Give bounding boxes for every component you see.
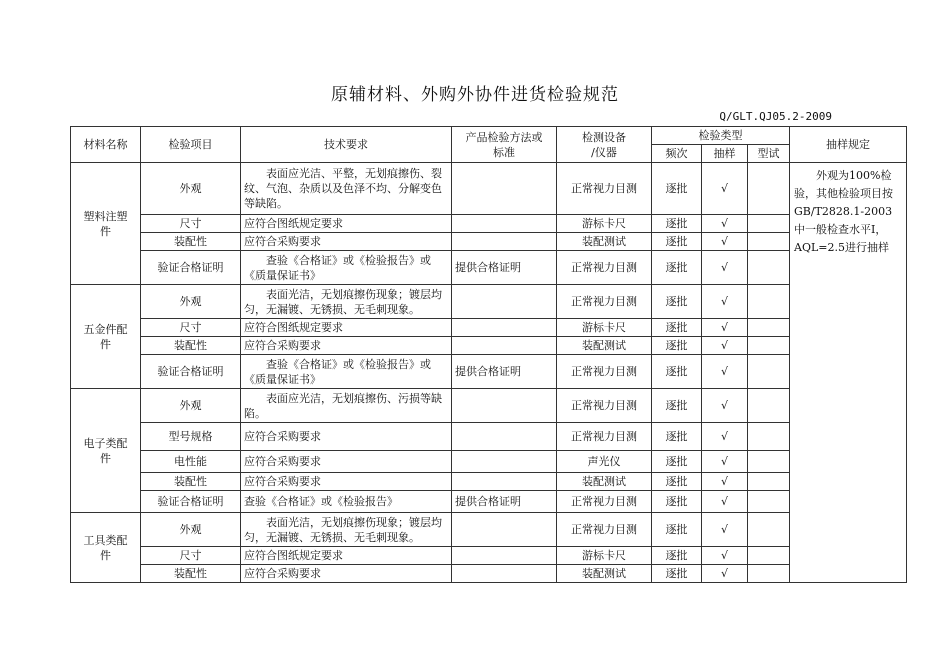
table-row bbox=[71, 215, 907, 233]
inspection-item-cell: 尺寸 bbox=[141, 547, 241, 565]
type-test-cell bbox=[748, 491, 790, 513]
requirement-cell: 应符合采购要求 bbox=[241, 337, 452, 355]
requirement-cell: 应符合采购要求 bbox=[241, 233, 452, 251]
method-cell bbox=[452, 215, 557, 233]
inspection-item-cell: 型号规格 bbox=[141, 423, 241, 451]
inspection-spec-table bbox=[70, 126, 907, 583]
equipment-cell: 正常视力目测 bbox=[557, 513, 652, 547]
table-row bbox=[71, 163, 907, 215]
inspection-item-cell: 外观 bbox=[141, 163, 241, 215]
frequency-cell: 逐批 bbox=[652, 389, 702, 423]
header-frequency: 频次 bbox=[652, 145, 702, 163]
inspection-item-cell: 验证合格证明 bbox=[141, 355, 241, 389]
requirement-cell: 查验《合格证》或《检验报告》或《质量保证书》 bbox=[241, 355, 452, 389]
inspection-item-cell: 尺寸 bbox=[141, 215, 241, 233]
table-row bbox=[71, 251, 907, 285]
requirement-cell: 查验《合格证》或《检验报告》 bbox=[241, 491, 452, 513]
requirement-cell: 查验《合格证》或《检验报告》或《质量保证书》 bbox=[241, 251, 452, 285]
method-cell: 提供合格证明 bbox=[452, 491, 557, 513]
frequency-cell: 逐批 bbox=[652, 337, 702, 355]
frequency-cell: 逐批 bbox=[652, 251, 702, 285]
inspection-item-cell: 验证合格证明 bbox=[141, 251, 241, 285]
sampling-check-cell: √ bbox=[702, 423, 748, 451]
type-test-cell bbox=[748, 337, 790, 355]
equipment-cell: 装配测试 bbox=[557, 473, 652, 491]
type-test-cell bbox=[748, 565, 790, 583]
sampling-check-cell: √ bbox=[702, 319, 748, 337]
method-cell bbox=[452, 337, 557, 355]
sampling-check-cell: √ bbox=[702, 513, 748, 547]
equipment-cell: 正常视力目测 bbox=[557, 491, 652, 513]
inspection-item-cell: 验证合格证明 bbox=[141, 491, 241, 513]
method-cell bbox=[452, 285, 557, 319]
inspection-item-cell: 尺寸 bbox=[141, 319, 241, 337]
header-inspection-type: 检验类型 bbox=[652, 127, 790, 145]
frequency-cell: 逐批 bbox=[652, 547, 702, 565]
material-name-cell: 塑料注塑件 bbox=[71, 163, 141, 285]
header-sampling: 抽样 bbox=[702, 145, 748, 163]
equipment-cell: 游标卡尺 bbox=[557, 215, 652, 233]
table-row bbox=[71, 355, 907, 389]
requirement-cell: 表面光洁，无划痕擦伤现象；镀层均匀，无漏镀、无锈损、无毛刺现象。 bbox=[241, 513, 452, 547]
requirement-cell: 表面应光洁、平整，无划痕擦伤、裂纹、气泡、杂质以及色泽不均、分解变色等缺陷。 bbox=[241, 163, 452, 215]
frequency-cell: 逐批 bbox=[652, 163, 702, 215]
method-cell: 提供合格证明 bbox=[452, 355, 557, 389]
frequency-cell: 逐批 bbox=[652, 491, 702, 513]
type-test-cell bbox=[748, 423, 790, 451]
sampling-check-cell: √ bbox=[702, 163, 748, 215]
type-test-cell bbox=[748, 163, 790, 215]
table-row bbox=[71, 491, 907, 513]
method-cell bbox=[452, 513, 557, 547]
equipment-cell: 游标卡尺 bbox=[557, 547, 652, 565]
requirement-cell: 应符合图纸规定要求 bbox=[241, 215, 452, 233]
inspection-item-cell: 装配性 bbox=[141, 337, 241, 355]
method-cell bbox=[452, 423, 557, 451]
material-name-cell: 五金件配件 bbox=[71, 285, 141, 389]
table-row bbox=[71, 451, 907, 473]
equipment-cell: 正常视力目测 bbox=[557, 355, 652, 389]
header-type-test: 型试 bbox=[748, 145, 790, 163]
table-body bbox=[71, 163, 907, 583]
method-cell bbox=[452, 451, 557, 473]
requirement-cell: 应符合采购要求 bbox=[241, 473, 452, 491]
table-row bbox=[71, 513, 907, 547]
sampling-check-cell: √ bbox=[702, 547, 748, 565]
material-name-cell: 工具类配件 bbox=[71, 513, 141, 583]
table-row bbox=[71, 547, 907, 565]
method-cell bbox=[452, 233, 557, 251]
header-material: 材料名称 bbox=[71, 127, 141, 163]
method-cell bbox=[452, 389, 557, 423]
equipment-cell: 正常视力目测 bbox=[557, 251, 652, 285]
material-name-cell: 电子类配件 bbox=[71, 389, 141, 513]
equipment-cell: 装配测试 bbox=[557, 565, 652, 583]
type-test-cell bbox=[748, 513, 790, 547]
requirement-cell: 表面应光洁，无划痕擦伤、污损等缺陷。 bbox=[241, 389, 452, 423]
table-row bbox=[71, 423, 907, 451]
equipment-cell: 正常视力目测 bbox=[557, 389, 652, 423]
type-test-cell bbox=[748, 451, 790, 473]
type-test-cell bbox=[748, 473, 790, 491]
sampling-rule-cell: 外观为100%检验，其他检验项目按 GB/T2828.1-2003中一般检查水平Ⅰ，AQL=2.5进行抽样 bbox=[790, 163, 907, 583]
method-cell bbox=[452, 473, 557, 491]
type-test-cell bbox=[748, 215, 790, 233]
table-row bbox=[71, 285, 907, 319]
header-method: 产品检验方法或标准 bbox=[452, 127, 557, 163]
inspection-item-cell: 装配性 bbox=[141, 473, 241, 491]
requirement-cell: 应符合采购要求 bbox=[241, 565, 452, 583]
header-sampling-rule: 抽样规定 bbox=[790, 127, 907, 163]
method-cell bbox=[452, 163, 557, 215]
equipment-cell: 游标卡尺 bbox=[557, 319, 652, 337]
frequency-cell: 逐批 bbox=[652, 319, 702, 337]
sampling-check-cell: √ bbox=[702, 233, 748, 251]
sampling-check-cell: √ bbox=[702, 473, 748, 491]
frequency-cell: 逐批 bbox=[652, 451, 702, 473]
equipment-cell: 声光仪 bbox=[557, 451, 652, 473]
table-row bbox=[71, 473, 907, 491]
document-code: Q/GLT.QJ05.2-2009 bbox=[719, 110, 832, 123]
type-test-cell bbox=[748, 547, 790, 565]
header-equipment bbox=[557, 127, 652, 163]
frequency-cell: 逐批 bbox=[652, 565, 702, 583]
type-test-cell bbox=[748, 233, 790, 251]
inspection-item-cell: 装配性 bbox=[141, 233, 241, 251]
type-test-cell bbox=[748, 285, 790, 319]
sampling-check-cell: √ bbox=[702, 491, 748, 513]
type-test-cell bbox=[748, 355, 790, 389]
type-test-cell bbox=[748, 319, 790, 337]
equipment-cell: 正常视力目测 bbox=[557, 163, 652, 215]
inspection-item-cell: 外观 bbox=[141, 513, 241, 547]
method-cell bbox=[452, 565, 557, 583]
sampling-check-cell: √ bbox=[702, 215, 748, 233]
frequency-cell: 逐批 bbox=[652, 285, 702, 319]
equipment-cell: 正常视力目测 bbox=[557, 285, 652, 319]
table-row bbox=[71, 389, 907, 423]
method-cell: 提供合格证明 bbox=[452, 251, 557, 285]
inspection-item-cell: 电性能 bbox=[141, 451, 241, 473]
sampling-check-cell: √ bbox=[702, 355, 748, 389]
document-title: 原辅材料、外购外协件进货检验规范 bbox=[331, 85, 619, 105]
type-test-cell bbox=[748, 251, 790, 285]
sampling-check-cell: √ bbox=[702, 337, 748, 355]
table-row bbox=[71, 233, 907, 251]
header-equipment-line2: /仪器 bbox=[591, 145, 617, 159]
requirement-cell: 应符合采购要求 bbox=[241, 451, 452, 473]
frequency-cell: 逐批 bbox=[652, 423, 702, 451]
sampling-check-cell: √ bbox=[702, 565, 748, 583]
requirement-cell: 表面光洁，无划痕擦伤现象；镀层均匀，无漏镀、无锈损、无毛刺现象。 bbox=[241, 285, 452, 319]
header-item: 检验项目 bbox=[141, 127, 241, 163]
header-equipment-line1: 检测设备 bbox=[582, 130, 626, 144]
table-row bbox=[71, 319, 907, 337]
sampling-check-cell: √ bbox=[702, 251, 748, 285]
frequency-cell: 逐批 bbox=[652, 473, 702, 491]
inspection-item-cell: 装配性 bbox=[141, 565, 241, 583]
header-requirement: 技术要求 bbox=[241, 127, 452, 163]
frequency-cell: 逐批 bbox=[652, 513, 702, 547]
table-row bbox=[71, 337, 907, 355]
inspection-item-cell: 外观 bbox=[141, 285, 241, 319]
frequency-cell: 逐批 bbox=[652, 233, 702, 251]
frequency-cell: 逐批 bbox=[652, 355, 702, 389]
type-test-cell bbox=[748, 389, 790, 423]
inspection-item-cell: 外观 bbox=[141, 389, 241, 423]
sampling-check-cell: √ bbox=[702, 389, 748, 423]
equipment-cell: 装配测试 bbox=[557, 233, 652, 251]
table-row bbox=[71, 565, 907, 583]
equipment-cell: 正常视力目测 bbox=[557, 423, 652, 451]
frequency-cell: 逐批 bbox=[652, 215, 702, 233]
equipment-cell: 装配测试 bbox=[557, 337, 652, 355]
sampling-check-cell: √ bbox=[702, 451, 748, 473]
sampling-check-cell: √ bbox=[702, 285, 748, 319]
method-cell bbox=[452, 547, 557, 565]
requirement-cell: 应符合采购要求 bbox=[241, 423, 452, 451]
method-cell bbox=[452, 319, 557, 337]
requirement-cell: 应符合图纸规定要求 bbox=[241, 547, 452, 565]
requirement-cell: 应符合图纸规定要求 bbox=[241, 319, 452, 337]
